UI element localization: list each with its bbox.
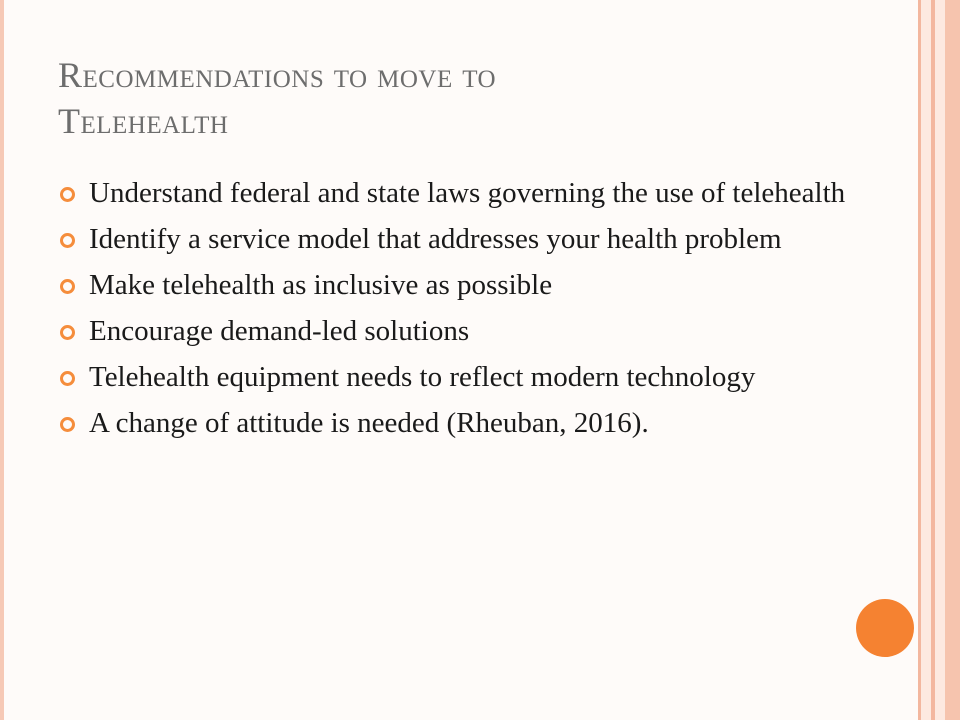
title-line-1: Recommendations to move to [58, 55, 497, 95]
bullet-list [60, 174, 860, 450]
bullet-text: Identify a service model that addresses your health problem [89, 223, 782, 255]
stripe [921, 0, 931, 720]
bullet-text: Make telehealth as inclusive as possible [89, 269, 553, 301]
ring-bullet-icon [60, 187, 75, 202]
bullet-item [60, 404, 860, 442]
title-line-2: Telehealth [58, 101, 229, 141]
ring-bullet-icon [60, 325, 75, 340]
right-stripes [918, 0, 960, 720]
ring-bullet-icon [60, 417, 75, 432]
bullet-text: A change of attitude is needed (Rheuban, 2016). [89, 407, 649, 439]
left-border [0, 0, 4, 720]
bullet-text: Understand federal and state laws governing the use of telehealth [89, 177, 846, 209]
ring-bullet-icon [60, 233, 75, 248]
ring-bullet-icon [60, 371, 75, 386]
orange-circle-icon [856, 599, 914, 657]
stripe [945, 0, 960, 720]
bullet-item [60, 220, 860, 258]
bullet-item [60, 312, 860, 350]
slide-title [58, 52, 858, 144]
bullet-text: Encourage demand-led solutions [89, 315, 470, 347]
stripe [935, 0, 945, 720]
bullet-item [60, 358, 860, 396]
bullet-text: Telehealth equipment needs to reflect modern technology [89, 361, 756, 393]
ring-bullet-icon [60, 279, 75, 294]
bullet-item [60, 266, 860, 304]
bullet-item [60, 174, 860, 212]
